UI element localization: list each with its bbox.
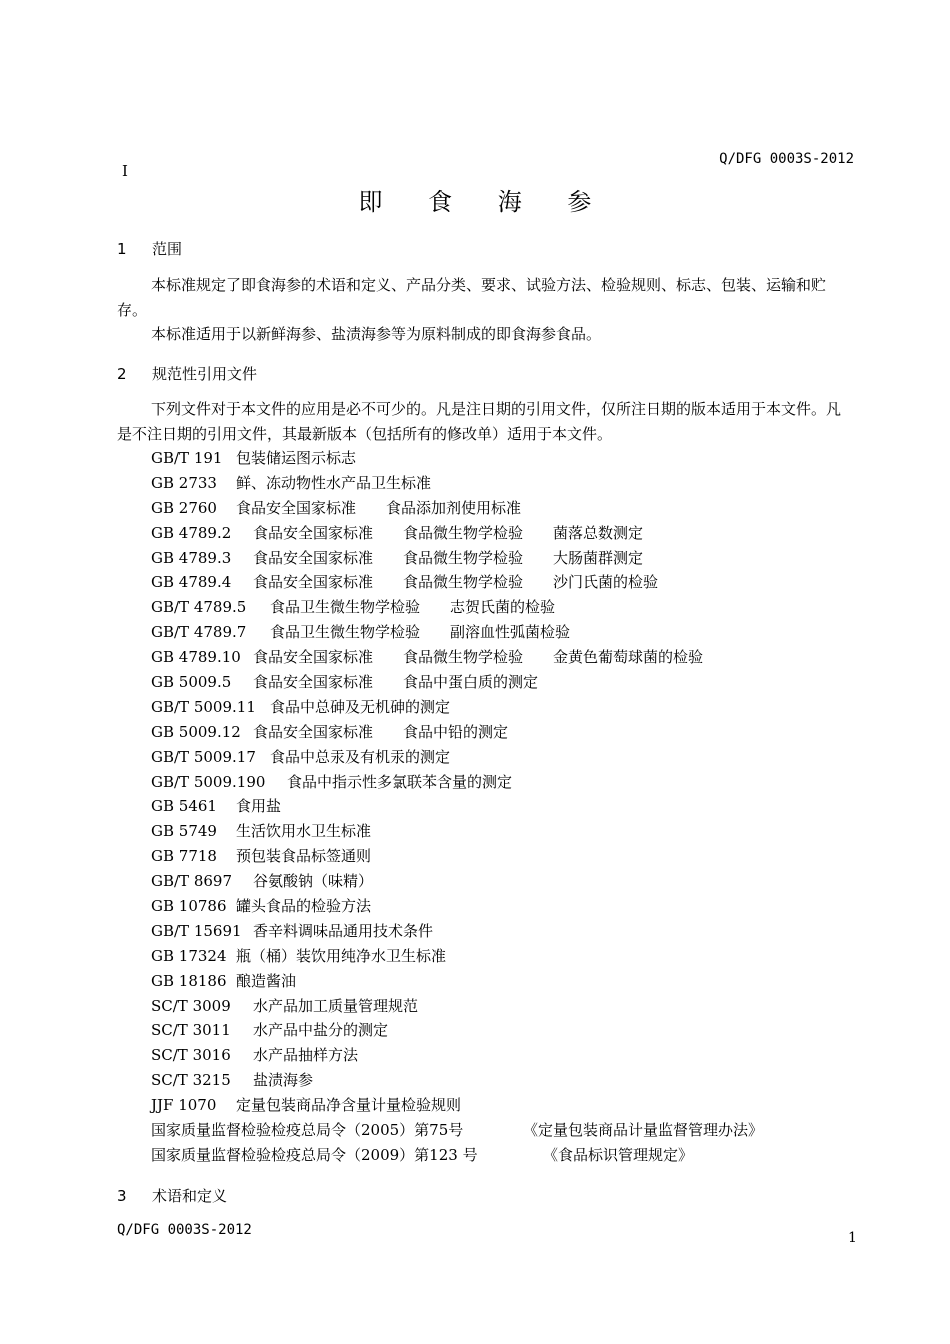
reference-title: 《定量包装商品计量监督管理办法》 (523, 1121, 764, 1140)
reference-item (151, 1143, 763, 1168)
reference-code: GB 18186 (151, 971, 227, 990)
reference-code: GB 17324 (151, 946, 227, 965)
reference-title: 食用盐 (236, 797, 282, 816)
scope-paragraph-2: 本标准适用于以新鲜海参、盐渍海参等为原料制成的即食海参食品。 (151, 325, 602, 343)
reference-item (151, 620, 763, 645)
reference-item (151, 720, 763, 745)
reference-code: GB 7718 (151, 847, 217, 866)
reference-item (151, 446, 763, 471)
reference-item (151, 695, 763, 720)
reference-title: 水产品抽样方法 (253, 1046, 359, 1065)
document-title: 即 食 海 参 (358, 188, 611, 216)
reference-code: GB 4789.2 (151, 523, 232, 542)
section-heading-terms-definitions (117, 1185, 227, 1206)
reference-code: GB 5749 (151, 822, 217, 841)
references-intro-paragraph: 下列文件对于本文件的应用是必不可少的。凡是注日期的引用文件，仅所注日期的版本适用于本文件。凡是不注日期的引用文件，其最新版本（包括所有的修改单）适用于本文件。 (117, 400, 842, 443)
section-title: 规范性引用文件 (152, 365, 258, 383)
reference-code: SC/T 3215 (151, 1071, 231, 1090)
reference-title: 定量包装商品净含量计量检验规则 (236, 1096, 462, 1115)
reference-item (151, 521, 763, 546)
reference-item (151, 1118, 763, 1143)
reference-code: GB 2733 (151, 473, 217, 492)
reference-item (151, 944, 763, 969)
header-standard-code: Q/DFG 0003S-2012 (719, 151, 854, 167)
reference-title: 《食品标识管理规定》 (543, 1145, 694, 1164)
reference-code: GB 4789.4 (151, 573, 232, 592)
reference-item (151, 919, 763, 944)
section-heading-scope (117, 238, 182, 259)
reference-item (151, 670, 763, 695)
reference-item (151, 969, 763, 994)
reference-title: 香辛料调味品通用技术条件 (253, 921, 434, 940)
reference-code: GB 4789.3 (151, 548, 232, 567)
reference-item (151, 745, 763, 770)
reference-title: 生活饮用水卫生标准 (236, 822, 372, 841)
reference-code: GB/T 4789.5 (151, 598, 247, 617)
reference-title: 瓶（桶）装饮用纯净水卫生标准 (236, 946, 447, 965)
reference-item (151, 844, 763, 869)
reference-title: 预包装食品标签通则 (236, 847, 372, 866)
reference-code: GB/T 5009.190 (151, 772, 266, 791)
reference-code: GB 5009.5 (151, 673, 232, 692)
reference-item (151, 496, 763, 521)
reference-title: 食品安全国家标准 食品微生物学检验 菌落总数测定 (253, 523, 644, 542)
reference-item (151, 869, 763, 894)
reference-title: 食品卫生微生物学检验 志贺氏菌的检验 (270, 598, 556, 617)
reference-code: GB/T 4789.7 (151, 623, 247, 642)
reference-code: JJF 1070 (151, 1096, 217, 1115)
reference-title: 食品中总砷及无机砷的测定 (270, 697, 451, 716)
reference-item (151, 595, 763, 620)
section-title: 术语和定义 (152, 1187, 228, 1205)
reference-item (151, 570, 763, 595)
reference-code: 国家质量监督检验检疫总局令（2009）第123 号 (151, 1145, 478, 1164)
reference-title: 谷氨酸钠（味精） (253, 872, 374, 891)
scope-paragraph-1: 本标准规定了即食海参的术语和定义、产品分类、要求、试验方法、检验规则、标志、包装、运输和贮存。 (117, 276, 827, 319)
reference-title: 水产品加工质量管理规范 (253, 996, 419, 1015)
reference-title: 食品中指示性多氯联苯含量的测定 (287, 772, 513, 791)
reference-title: 酿造酱油 (236, 971, 297, 990)
reference-item (151, 994, 763, 1019)
footer-standard-code: Q/DFG 0003S-2012 (117, 1222, 252, 1238)
page-number: 1 (848, 1230, 857, 1246)
reference-code: GB 4789.10 (151, 648, 241, 667)
reference-code: SC/T 3009 (151, 996, 231, 1015)
reference-item (151, 471, 763, 496)
reference-item (151, 546, 763, 571)
reference-code: GB 2760 (151, 498, 217, 517)
reference-code: 国家质量监督检验检疫总局令（2005）第75号 (151, 1121, 464, 1140)
reference-code: GB/T 5009.11 (151, 697, 256, 716)
reference-item (151, 794, 763, 819)
reference-title: 食品安全国家标准 食品中蛋白质的测定 (253, 673, 539, 692)
reference-title: 食品安全国家标准 食品微生物学检验 沙门氏菌的检验 (253, 573, 659, 592)
reference-item (151, 1093, 763, 1118)
reference-code: GB/T 8697 (151, 872, 233, 891)
reference-code: GB/T 5009.17 (151, 747, 256, 766)
reference-title: 包装储运图示标志 (236, 449, 357, 467)
header-roman-numeral: I (122, 162, 128, 180)
reference-code: GB 10786 (151, 897, 227, 916)
reference-item (151, 1068, 763, 1093)
reference-code: SC/T 3011 (151, 1021, 231, 1040)
reference-title: 水产品中盐分的测定 (253, 1021, 389, 1040)
section-number: 2 (117, 365, 127, 383)
reference-code: GB 5009.12 (151, 722, 241, 741)
reference-code: GB 5461 (151, 797, 217, 816)
reference-item (151, 1043, 763, 1068)
reference-title: 食品安全国家标准 食品中铅的测定 (253, 722, 509, 741)
section-title: 范围 (152, 240, 183, 258)
reference-item (151, 645, 763, 670)
reference-title: 食品安全国家标准 食品微生物学检验 金黄色葡萄球菌的检验 (253, 648, 704, 667)
reference-item (151, 819, 763, 844)
reference-item (151, 894, 763, 919)
reference-item (151, 770, 763, 795)
reference-title: 食品安全国家标准 食品添加剂使用标准 (236, 498, 522, 517)
reference-title: 罐头食品的检验方法 (236, 897, 372, 916)
reference-title: 食品安全国家标准 食品微生物学检验 大肠菌群测定 (253, 548, 644, 567)
section-number: 1 (117, 240, 127, 258)
reference-item (151, 1018, 763, 1043)
section-heading-normative-references (117, 363, 257, 384)
section-number: 3 (117, 1187, 127, 1205)
reference-title: 鲜、冻动物性水产品卫生标准 (236, 473, 432, 492)
reference-title: 盐渍海参 (253, 1071, 314, 1090)
reference-title: 食品中总汞及有机汞的测定 (270, 747, 451, 766)
reference-code: SC/T 3016 (151, 1046, 231, 1065)
reference-title: 食品卫生微生物学检验 副溶血性弧菌检验 (270, 623, 571, 642)
reference-code: GB/T 191 (151, 449, 223, 467)
reference-list (151, 446, 763, 1168)
reference-code: GB/T 15691 (151, 921, 242, 940)
